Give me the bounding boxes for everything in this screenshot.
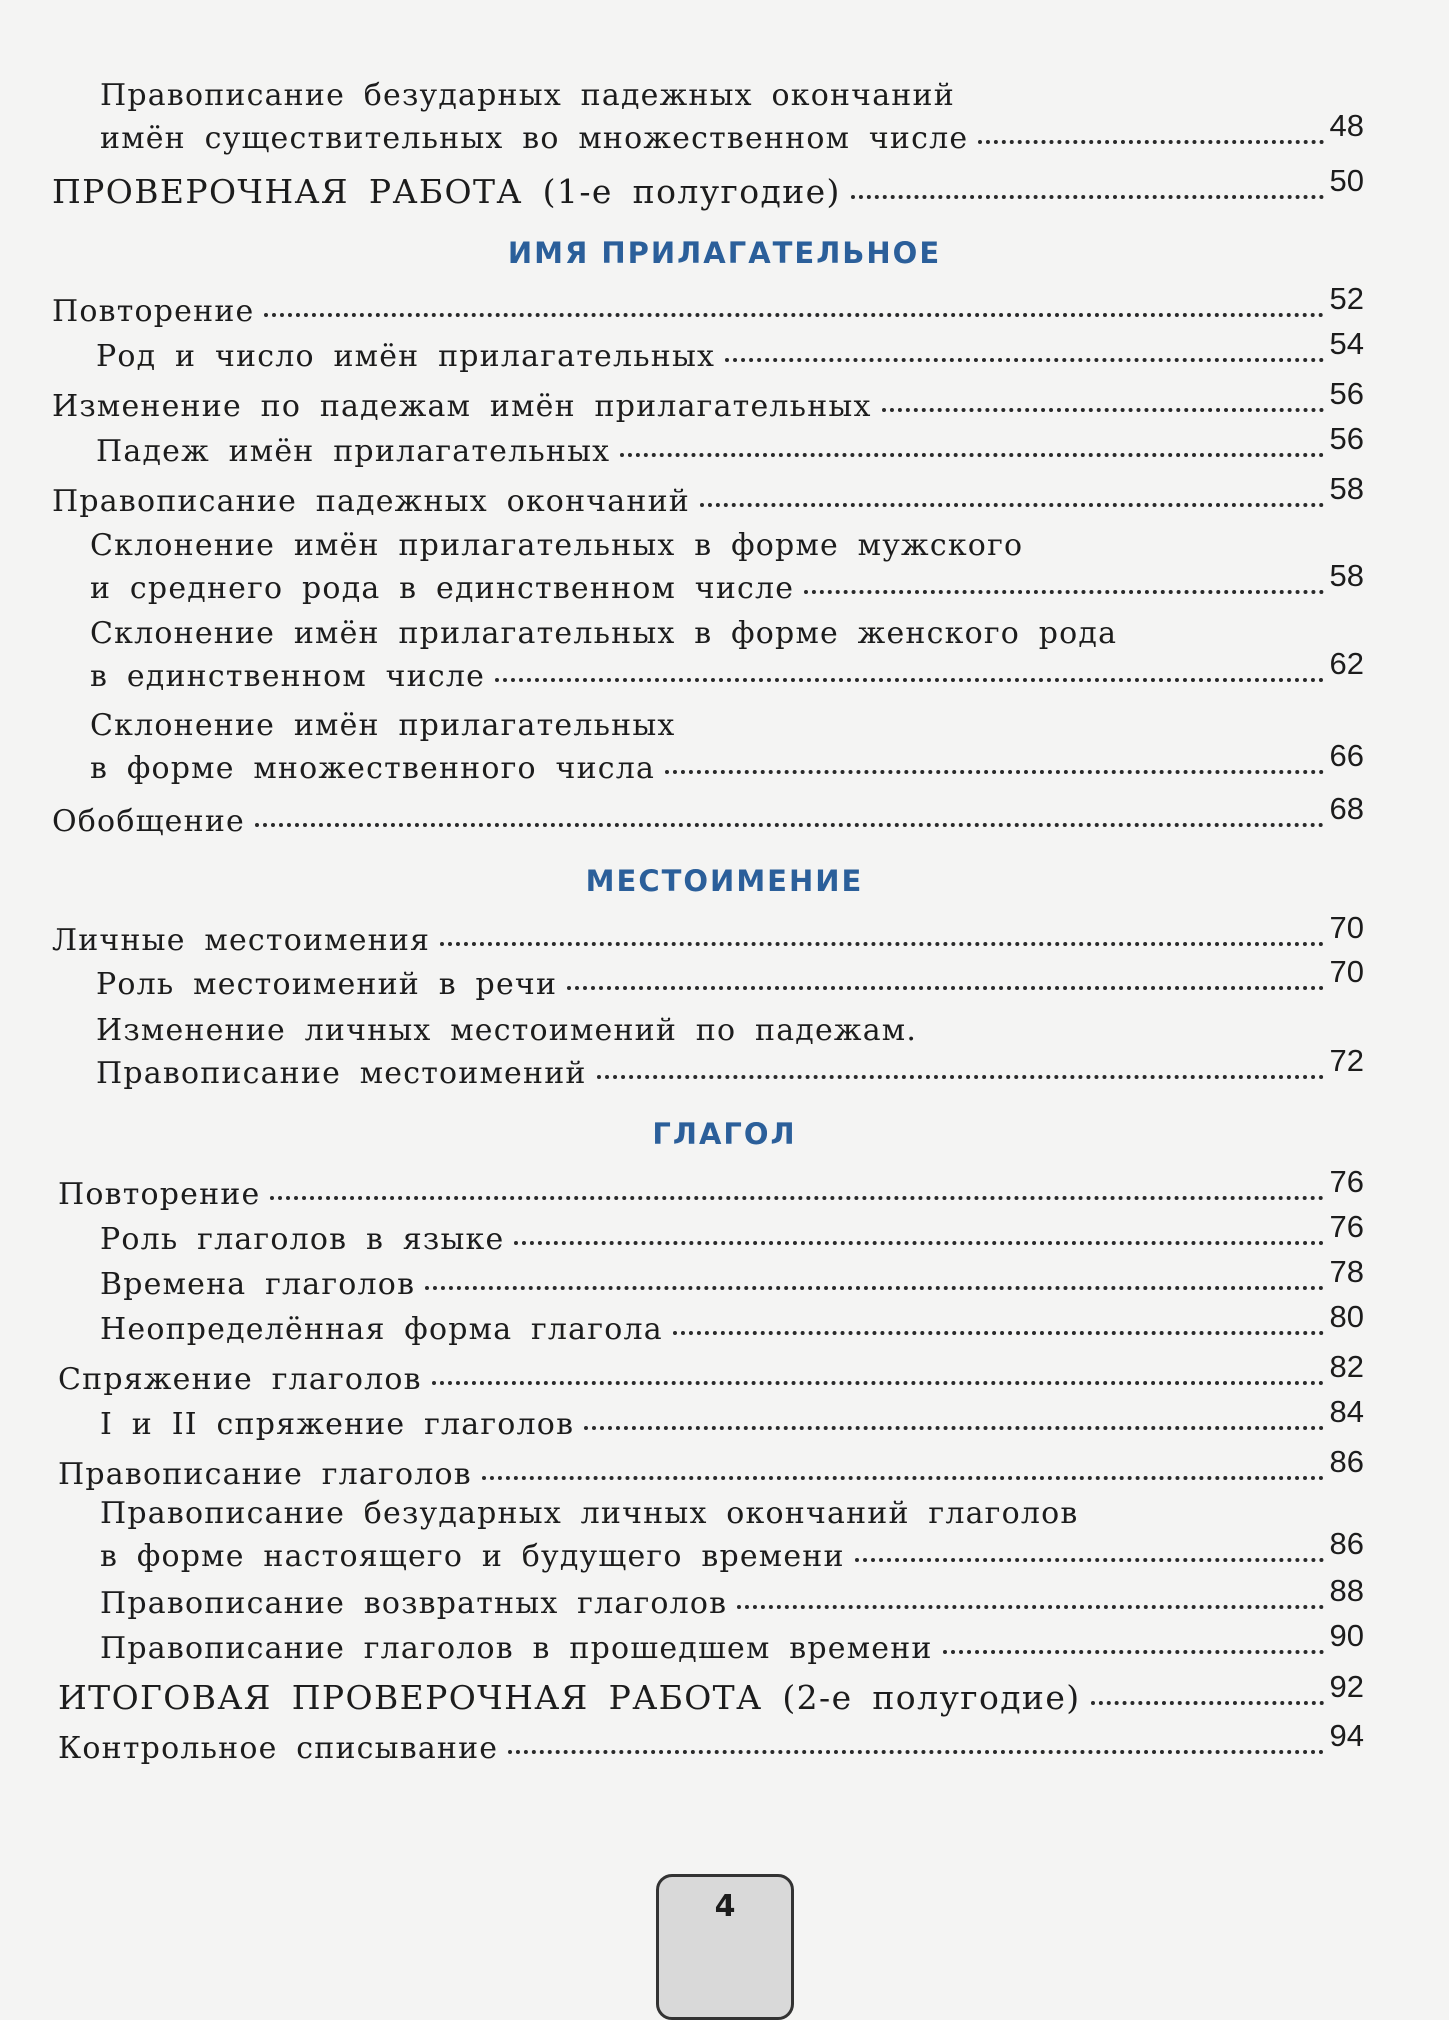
toc-page-number: 76 <box>1329 1164 1364 1199</box>
toc-page-number: 56 <box>1329 421 1364 456</box>
dot-leader <box>425 1286 1323 1290</box>
toc-page-number: 50 <box>1329 163 1364 198</box>
toc-page-number: 62 <box>1329 646 1364 681</box>
toc-entry-title-line: Правописание безударных личных окончаний глаголов <box>100 1496 1079 1531</box>
dot-leader <box>482 1476 1324 1480</box>
toc-page-number: 92 <box>1329 1669 1364 1704</box>
toc-entry-title-line: Склонение имён прилагательных <box>90 708 676 743</box>
toc-entry[interactable] <box>52 791 1364 842</box>
dot-leader <box>882 408 1324 412</box>
toc-entry-title: и среднего рода в единственном числе <box>90 571 795 606</box>
toc-page-number: 90 <box>1329 1618 1364 1653</box>
toc-entry[interactable] <box>100 1618 1364 1669</box>
toc-entry[interactable] <box>100 1394 1364 1445</box>
toc-page-number: 58 <box>1329 471 1364 506</box>
toc-entry[interactable] <box>100 1573 1364 1624</box>
toc-entry[interactable] <box>52 281 1364 332</box>
dot-leader <box>978 140 1323 144</box>
toc-page-number: 82 <box>1329 1349 1364 1384</box>
toc-entry-title: в единственном числе <box>90 659 486 694</box>
toc-page-number: 70 <box>1329 954 1364 989</box>
toc-entry[interactable] <box>100 1254 1364 1305</box>
toc-entry-title: Правописание возвратных глаголов <box>100 1586 728 1621</box>
dot-leader <box>943 1650 1324 1654</box>
toc-entry[interactable] <box>58 1349 1364 1400</box>
dot-leader <box>673 1331 1324 1335</box>
toc-entry-title-line: Изменение личных местоимений по падежам. <box>96 1013 918 1048</box>
page-number-badge <box>656 1874 794 2020</box>
toc-entry-title: имён существительных во множественном числе <box>100 121 969 156</box>
toc-page-number: 88 <box>1329 1573 1364 1608</box>
dot-leader <box>432 1381 1324 1385</box>
toc-entry-title: Спряжение глаголов <box>58 1362 422 1397</box>
dot-leader <box>597 1075 1324 1079</box>
dot-leader <box>440 942 1323 946</box>
toc-page-number: 86 <box>1329 1444 1364 1479</box>
toc-entry-title: Правописание местоимений <box>96 1056 587 1091</box>
toc-page-number: 86 <box>1329 1526 1364 1561</box>
toc-entry[interactable] <box>96 421 1364 472</box>
dot-leader <box>804 590 1323 594</box>
toc-page-number: 52 <box>1329 281 1364 316</box>
toc-entry-title: Падеж имён прилагательных <box>96 434 611 469</box>
toc-entry[interactable] <box>52 471 1364 522</box>
toc-entry-title-line: Склонение имён прилагательных в форме мужского <box>90 528 1024 563</box>
toc-entry-title: Роль глаголов в языке <box>100 1222 505 1257</box>
toc-entry-title: Повторение <box>58 1177 261 1212</box>
toc-page-number: 80 <box>1329 1299 1364 1334</box>
toc-entry-title: в форме настоящего и будущего времени <box>100 1539 845 1574</box>
toc-entry[interactable] <box>96 326 1364 377</box>
toc-page-number: 66 <box>1329 738 1364 773</box>
toc-entry-title: Времена глаголов <box>100 1267 416 1302</box>
toc-page-number: 54 <box>1329 326 1364 361</box>
toc-entry[interactable] <box>96 954 1364 1005</box>
toc-page-number: 72 <box>1329 1043 1364 1078</box>
toc-entry[interactable] <box>90 705 1364 789</box>
toc-entry[interactable] <box>58 1669 1364 1719</box>
toc-entry[interactable] <box>58 1718 1364 1769</box>
dot-leader <box>1091 1701 1324 1705</box>
dot-leader <box>700 503 1324 507</box>
toc-entry[interactable] <box>58 1164 1364 1215</box>
dot-leader <box>495 678 1323 682</box>
toc-entry-title: Изменение по падежам имён прилагательных <box>52 389 872 424</box>
toc-entry-title: ИТОГОВАЯ ПРОВЕРОЧНАЯ РАБОТА (2-е полугодие) <box>58 1678 1081 1717</box>
dot-leader <box>264 313 1323 317</box>
toc-entry[interactable] <box>100 1209 1364 1260</box>
toc-page-number: 48 <box>1329 108 1364 143</box>
toc-page-number: 56 <box>1329 376 1364 411</box>
toc-page-number: 84 <box>1329 1394 1364 1429</box>
toc-entry-title: I и II спряжение глаголов <box>100 1407 575 1442</box>
dot-leader <box>584 1426 1323 1430</box>
toc-page-number: 78 <box>1329 1254 1364 1289</box>
toc-entry-title: Повторение <box>52 294 255 329</box>
toc-entry-title: Правописание падежных окончаний <box>52 484 690 519</box>
toc-entry[interactable] <box>100 1299 1364 1350</box>
toc-entry-title: Обобщение <box>52 804 245 839</box>
dot-leader <box>851 195 1324 199</box>
toc-entry-title: в форме множественного числа <box>90 751 656 786</box>
toc-entry-title: Контрольное списывание <box>58 1731 499 1766</box>
dot-leader <box>508 1750 1323 1754</box>
toc-page-number: 70 <box>1329 910 1364 945</box>
toc-entry[interactable] <box>90 525 1364 609</box>
toc-entry-title: Личные местоимения <box>52 923 431 958</box>
dot-leader <box>665 770 1323 774</box>
toc-entry-title: Правописание глаголов <box>58 1457 472 1492</box>
page-number: 4 <box>714 1889 736 1924</box>
toc-entry-title: Правописание глаголов в прошедшем времени <box>100 1631 933 1666</box>
toc-entry-title: ПРОВЕРОЧНАЯ РАБОТА (1-е полугодие) <box>52 172 841 211</box>
toc-entry-title-line: Склонение имён прилагательных в форме женского рода <box>90 616 1118 651</box>
dot-leader <box>567 986 1323 990</box>
toc-entry[interactable] <box>52 376 1364 427</box>
toc-entry[interactable] <box>100 1493 1364 1577</box>
toc-entry[interactable] <box>52 910 1364 961</box>
toc-page-number: 58 <box>1329 558 1364 593</box>
dot-leader <box>855 1558 1324 1562</box>
toc-entry[interactable] <box>96 1010 1364 1094</box>
toc-page-number: 94 <box>1329 1718 1364 1753</box>
dot-leader <box>620 453 1323 457</box>
toc-entry[interactable] <box>90 613 1364 697</box>
toc-entry-title: Неопределённая форма глагола <box>100 1312 663 1347</box>
toc-entry[interactable] <box>52 163 1364 213</box>
section-heading: ГЛАГОЛ <box>652 1117 797 1151</box>
toc-entry-title: Род и число имён прилагательных <box>96 339 716 374</box>
toc-page-number: 68 <box>1329 791 1364 826</box>
section-heading: ИМЯ ПРИЛАГАТЕЛЬНОЕ <box>507 236 942 270</box>
toc-entry-title: Роль местоимений в речи <box>96 967 558 1002</box>
toc-entry[interactable] <box>58 1444 1364 1495</box>
toc-entry-title-line: Правописание безударных падежных окончаний <box>100 78 955 113</box>
section-heading: МЕСТОИМЕНИЕ <box>585 864 864 898</box>
dot-leader <box>255 823 1324 827</box>
dot-leader <box>737 1605 1323 1609</box>
toc-page-number: 76 <box>1329 1209 1364 1244</box>
dot-leader <box>270 1196 1323 1200</box>
dot-leader <box>725 358 1323 362</box>
dot-leader <box>514 1241 1323 1245</box>
toc-entry[interactable] <box>100 75 1364 159</box>
